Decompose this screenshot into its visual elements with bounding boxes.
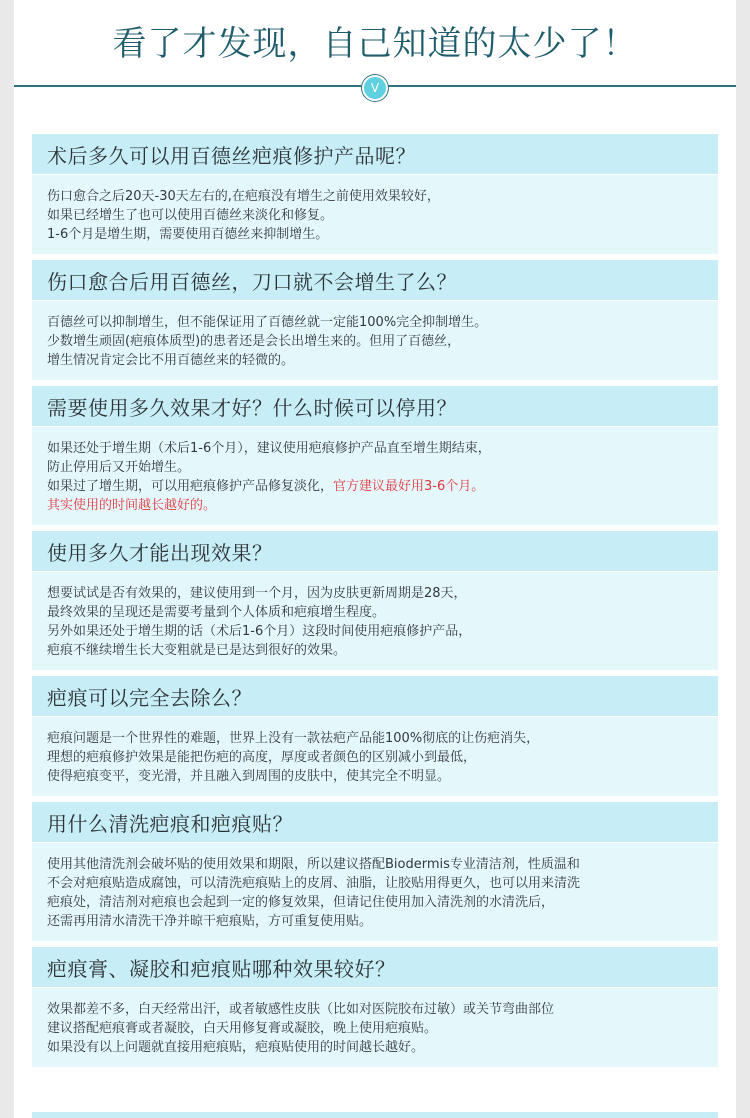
answer-line: 如果还处于增生期（术后1-6个月），建议使用疤痕修护产品直至增生期结束， — [47, 441, 491, 456]
faq-answer — [32, 988, 718, 1067]
answer-line: 建议搭配疤痕膏或者凝胶，白天用修复膏或凝胶，晚上使用疤痕贴。 — [47, 1021, 438, 1036]
faq-question: 疤痕可以完全去除么？ — [32, 676, 718, 717]
answer-line: 如果没有以上问题就直接用疤痕贴，疤痕贴使用的时间越长越好。 — [47, 1040, 425, 1055]
faq-item — [32, 676, 718, 796]
answer-line: 最终效果的呈现还是需要考量到个人体质和疤痕增生程度。 — [47, 605, 386, 620]
next-question-edge — [32, 1112, 718, 1118]
faq-question: 伤口愈合后用百德丝，刀口就不会增生了么？ — [32, 260, 718, 301]
answer-line: 还需再用清水清洗干净并晾干疤痕贴，方可重复使用贴。 — [47, 914, 373, 929]
faq-answer — [32, 301, 718, 380]
header — [14, 0, 736, 96]
page — [14, 0, 736, 1118]
answer-line: 疤痕不继续增生长大变粗就是已是达到很好的效果。 — [47, 643, 347, 658]
answer-line: 理想的疤痕修护效果是能把伤疤的高度，厚度或者颜色的区别减小到最低， — [47, 750, 477, 765]
answer-line: 疤痕处，清洁剂对疤痕也会起到一定的修复效果，但请记住使用加入清洗剂的水清洗后， — [47, 895, 555, 910]
faq-item — [32, 802, 718, 941]
answer-line: 如果已经增生了也可以使用百德丝来淡化和修复。 — [47, 208, 334, 223]
faq-list — [32, 134, 718, 1073]
faq-answer — [32, 175, 718, 254]
page-title: 看了才发现，自己知道的太少了！ — [112, 24, 638, 64]
faq-question: 需要使用多久效果才好？什么时候可以停用？ — [32, 386, 718, 427]
answer-line: 想要试试是否有效果的，建议使用到一个月，因为皮肤更新周期是28天， — [47, 586, 467, 601]
answer-line: 百德丝可以抑制增生，但不能保证用了百德丝就一定能100%完全抑制增生。 — [47, 315, 488, 330]
answer-line: 少数增生顽固(疤痕体质型)的患者还是会长出增生来的。但用了百德丝， — [47, 334, 461, 349]
answer-line: 防止停用后又开始增生。 — [47, 460, 191, 475]
answer-line: 使用其他清洗剂会破坏贴的使用效果和期限，所以建议搭配Biodermis专业清洁剂，性质温和 — [47, 857, 580, 872]
faq-question: 术后多久可以用百德丝疤痕修护产品呢？ — [32, 134, 718, 175]
answer-line: 另外如果还处于增生期的话（术后1-6个月）这段时间使用疤痕修护产品， — [47, 624, 472, 639]
answer-line: 效果都差不多，白天经常出汗，或者敏感性皮肤（比如对医院胶布过敏）或关节弯曲部位 — [47, 1002, 555, 1017]
chevron-down-icon: V — [362, 75, 388, 101]
faq-answer — [32, 427, 718, 525]
faq-question: 疤痕膏、凝胶和疤痕贴哪种效果较好？ — [32, 947, 718, 988]
faq-answer — [32, 717, 718, 796]
highlight-text: 官方建议最好用3-6个月。 — [333, 479, 485, 494]
answer-line: 不会对疤痕贴造成腐蚀，可以清洗疤痕贴上的皮屑、油脂，让胶贴用得更久，也可以用来清洗 — [47, 876, 581, 891]
faq-question: 使用多久才能出现效果？ — [32, 531, 718, 572]
answer-line-with-highlight — [47, 477, 702, 496]
answer-line: 疤痕问题是一个世界性的难题，世界上没有一款祛疤产品能100%彻底的让伤疤消失， — [47, 731, 540, 746]
faq-question: 用什么清洗疤痕和疤痕贴？ — [32, 802, 718, 843]
faq-item — [32, 134, 718, 254]
answer-line: 1-6个月是增生期，需要使用百德丝来抑制增生。 — [47, 227, 329, 242]
answer-line: 增生情况肯定会比不用百德丝来的轻微的。 — [47, 353, 295, 368]
faq-answer — [32, 843, 718, 941]
faq-item — [32, 386, 718, 525]
highlight-line: 其实使用的时间越长越好的。 — [47, 498, 217, 513]
faq-item — [32, 260, 718, 380]
faq-answer — [32, 572, 718, 670]
answer-line: 伤口愈合之后20天-30天左右的,在疤痕没有增生之前使用效果较好， — [47, 189, 440, 204]
answer-line: 使得疤痕变平，变光滑，并且融入到周围的皮肤中，使其完全不明显。 — [47, 769, 451, 784]
faq-item — [32, 947, 718, 1067]
faq-item — [32, 531, 718, 670]
answer-text: 如果过了增生期，可以用疤痕修护产品修复淡化， — [47, 479, 334, 494]
